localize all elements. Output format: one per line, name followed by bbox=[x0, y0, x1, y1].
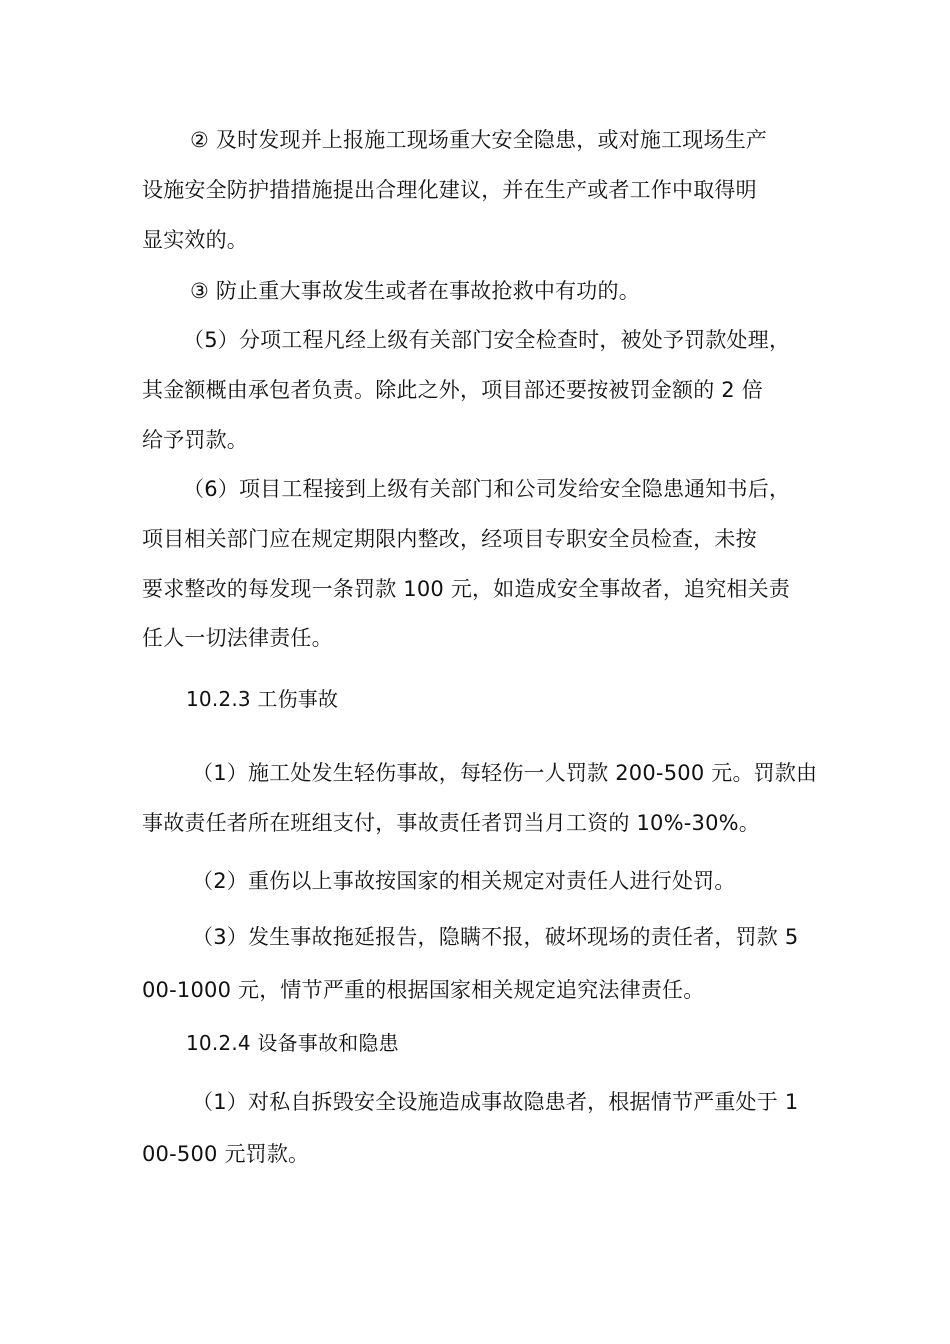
paragraph-line: （2）重伤以上事故按国家的相关规定对责任人进行处罚。 bbox=[192, 869, 736, 893]
section-heading: 10.2.3 工伤事故 bbox=[186, 687, 339, 711]
paragraph-line: ③ 防止重大事故发生或者在事故抢救中有功的。 bbox=[190, 279, 640, 303]
paragraph-line: 给予罚款。 bbox=[142, 428, 248, 452]
paragraph-line: 00-1000 元，情节严重的根据国家相关规定追究法律责任。 bbox=[142, 978, 705, 1002]
paragraph-line: 要求整改的每发现一条罚款 100 元，如造成安全事故者，追究相关责 bbox=[142, 577, 791, 601]
paragraph-line: 00-500 元罚款。 bbox=[142, 1142, 310, 1166]
paragraph-line: 显实效的。 bbox=[142, 228, 248, 252]
paragraph-line: 任人一切法律责任。 bbox=[142, 626, 333, 650]
paragraph-line: （5）分项工程凡经上级有关部门安全检查时，被处予罚款处理， bbox=[183, 328, 791, 352]
paragraph-line: 设施安全防护措措施提出合理化建议，并在生产或者工作中取得明 bbox=[142, 178, 757, 202]
section-heading: 10.2.4 设备事故和隐患 bbox=[186, 1031, 399, 1055]
paragraph-line: 其金额概由承包者负责。除此之外，项目部还要按被罚金额的 2 倍 bbox=[142, 378, 763, 402]
paragraph-line: 事故责任者所在班组支付，事故责任者罚当月工资的 10%-30%。 bbox=[142, 811, 761, 835]
paragraph-line: （1）对私自拆毁安全设施造成事故隐患者，根据情节严重处于 1 bbox=[192, 1090, 799, 1114]
paragraph-line: （6）项目工程接到上级有关部门和公司发给安全隐患通知书后， bbox=[183, 477, 791, 501]
paragraph-line: 项目相关部门应在规定期限内整改，经项目专职安全员检查，未按 bbox=[142, 527, 757, 551]
paragraph-line: （3）发生事故拖延报告，隐瞒不报，破坏现场的责任者，罚款 5 bbox=[192, 925, 799, 949]
paragraph-line: （1）施工处发生轻伤事故，每轻伤一人罚款 200-500 元。罚款由 bbox=[192, 761, 818, 785]
paragraph-line: ② 及时发现并上报施工现场重大安全隐患，或对施工现场生产 bbox=[190, 128, 768, 152]
